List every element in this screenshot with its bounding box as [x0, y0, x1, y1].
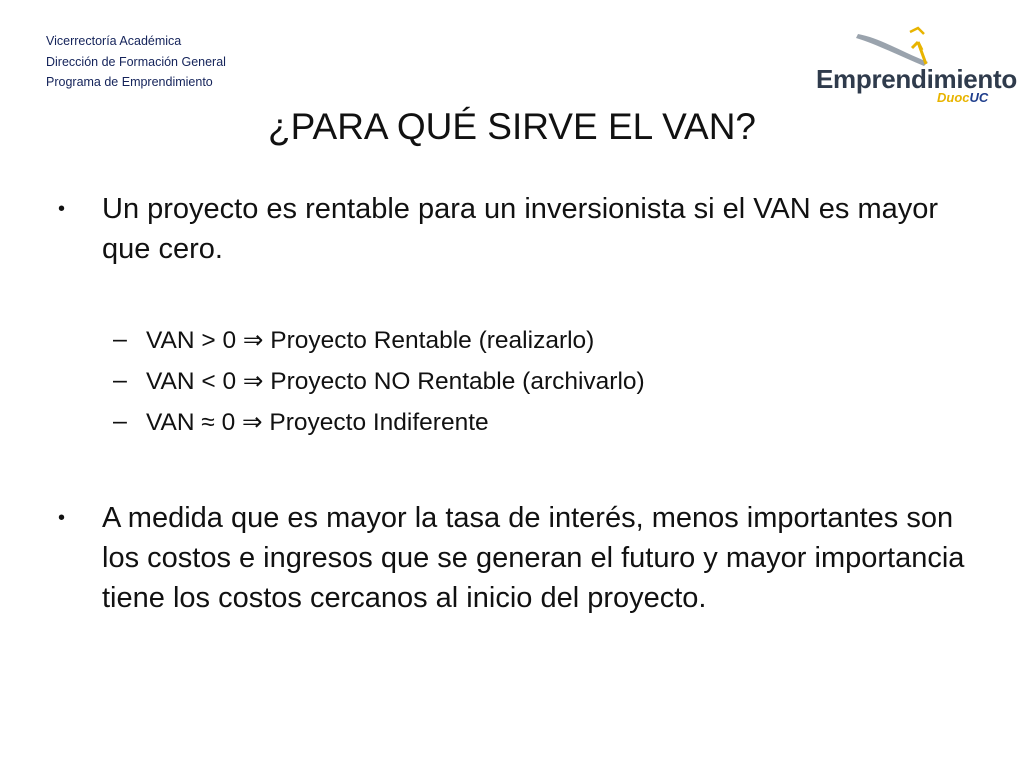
bullet-marker: •: [58, 198, 66, 220]
sub-item: [113, 325, 595, 356]
logo-duoc: Duoc: [937, 90, 970, 105]
bullet-item: [58, 189, 982, 269]
slide-title: ¿PARA QUÉ SIRVE EL VAN?: [267, 106, 757, 147]
bullet-marker: •: [58, 507, 66, 529]
sub-item-text: VAN < 0 ⇒ Proyecto NO Rentable (archivarlo): [146, 368, 645, 395]
logo-wordmark: Emprendimiento: [816, 64, 1017, 94]
sub-item-marker: –: [113, 325, 127, 353]
header-line-programa: Programa de Emprendimiento: [46, 75, 213, 89]
header-line-direccion: Dirección de Formación General: [46, 54, 226, 69]
logo-duocuc: [937, 90, 988, 105]
sub-item-marker: –: [113, 407, 127, 435]
logo-uc: UC: [969, 90, 989, 105]
header-line-vicerrectoria: Vicerrectoría Académica: [46, 34, 182, 48]
institution-header: [46, 31, 226, 93]
sub-item-text: VAN ≈ 0 ⇒ Proyecto Indiferente: [146, 409, 489, 436]
sub-item-text: VAN > 0 ⇒ Proyecto Rentable (realizarlo): [146, 327, 595, 354]
bullet-text: A medida que es mayor la tasa de interés, menos importantes son los costos e ingresos que se generan el futuro y mayor importancia tiene los costos cercanos al inicio del proyecto.: [102, 502, 965, 614]
bullet-item: [58, 498, 982, 618]
sub-item: [113, 407, 489, 438]
bullet-text: Un proyecto es rentable para un inversionista si el VAN es mayor que cero.: [102, 193, 939, 265]
sub-item-marker: –: [113, 366, 127, 394]
sub-item: [113, 366, 645, 397]
emprendimiento-logo: [810, 26, 1017, 106]
